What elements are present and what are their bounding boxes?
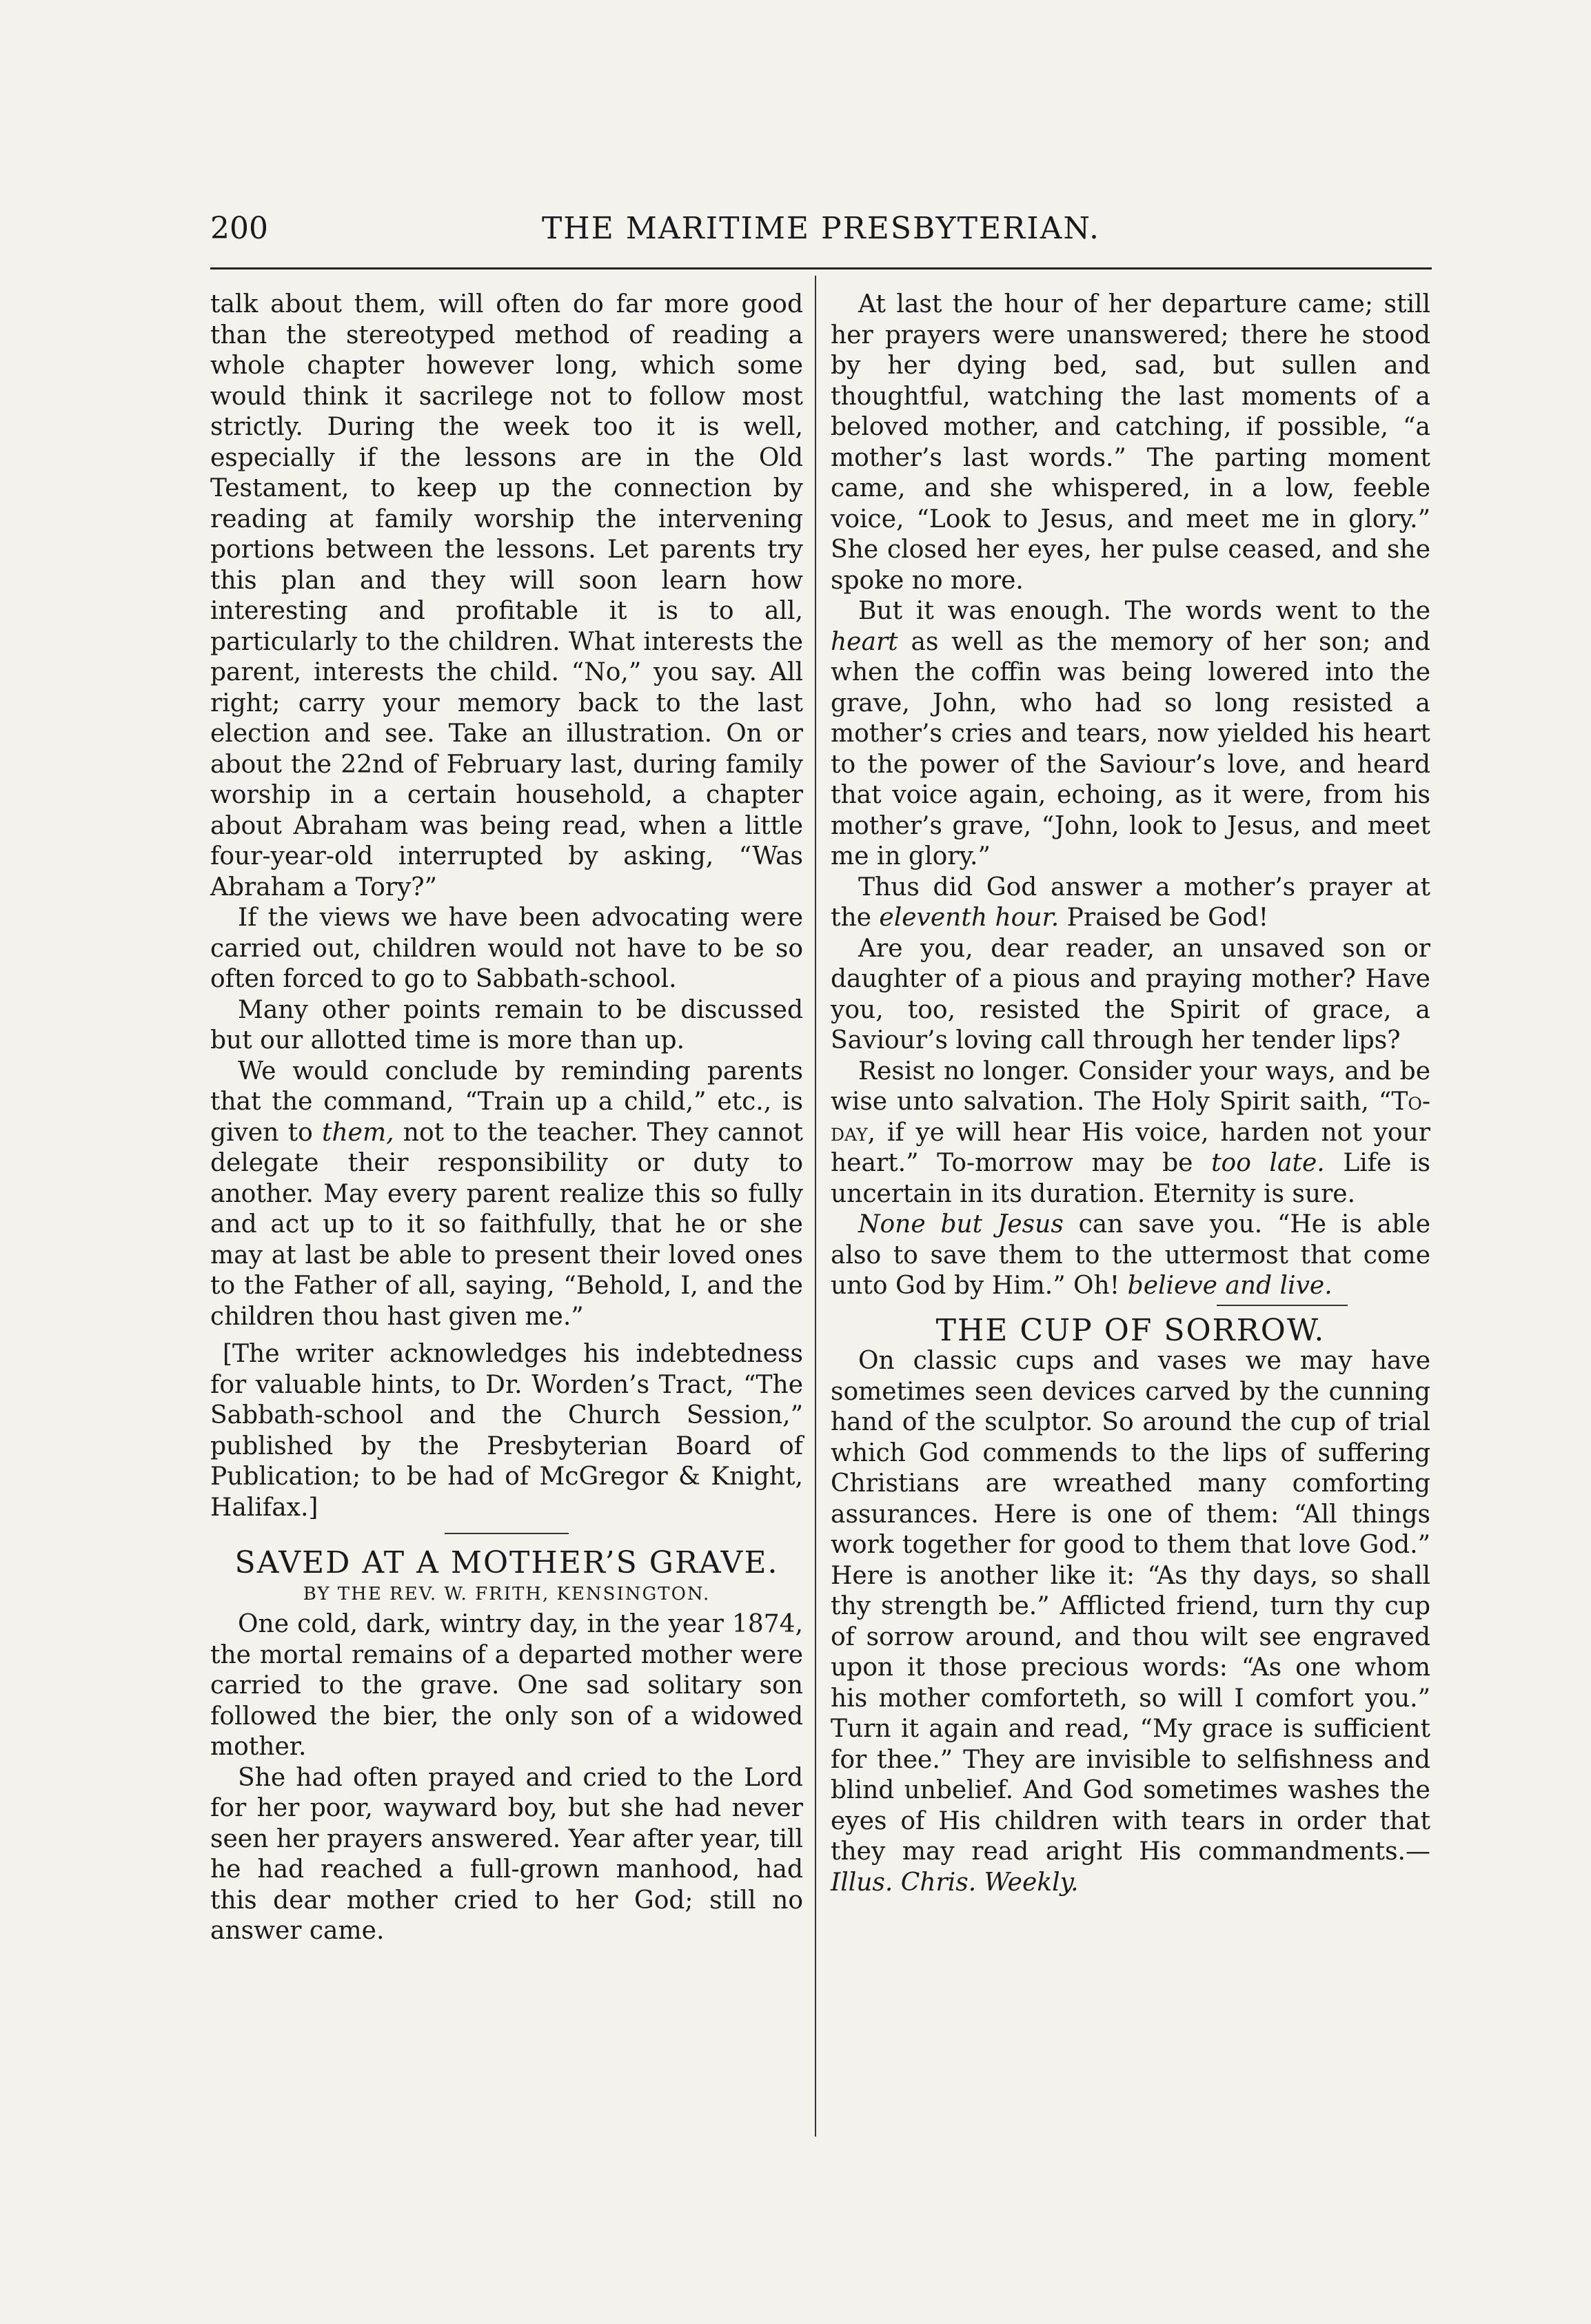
header-rule [210, 267, 1432, 269]
section-rule [445, 1533, 569, 1534]
text-run: But it was enough. The words went to the [858, 597, 1430, 625]
running-title: THE MARITIME PRESBYTERIAN. [541, 211, 1101, 246]
paragraph [831, 596, 1430, 873]
text-run: Praised be God! [1059, 904, 1269, 932]
text-run: , if ye will hear His voice, harden not your heart.” To-morrow may be [831, 1118, 1430, 1177]
emphasis: eleventh hour. [879, 904, 1060, 932]
emphasis: them, [322, 1118, 394, 1147]
emphasis: None but Jesus [858, 1210, 1064, 1239]
paragraph: If the views we have been advocating were carried out, children would not have to be so often forced to go to Sabbath-school. [210, 904, 803, 993]
emphasis: believe and live. [1127, 1272, 1332, 1300]
paragraph: She had often prayed and cried to the Lord for her poor, wayward boy, but she had never seen her prayers answered. Year after year, till he had reached a full-grown manhood, had this dear mother cried to her God; still no answer came. [210, 1763, 803, 1945]
paragraph [210, 1057, 803, 1333]
paragraph: Many other points remain to be discussed but our allotted time is more than up. [210, 995, 803, 1054]
paragraph [831, 1210, 1430, 1302]
text-run: as well as the memory of her son; and when the coffin was being lowered into the grave, John, who had so long resisted a mother’s cries and tears, now yielded his heart to the power of the Saviour’s love, and heard that voice again, echoing, as it were, from his mother’s grave, “John, look to Jesus, and meet me in glory.” [831, 627, 1430, 870]
byline: BY THE REV. W. FRITH, KENSINGTON. [303, 1583, 711, 1604]
small-caps: To-day [831, 1088, 1430, 1147]
paragraph: Are you, dear reader, an unsaved son or daughter of a pious and praying mother? Have you, too, resisted the Spirit of grace, a Saviour’s loving call through her tender lips? [831, 934, 1430, 1054]
text-run: can save you. “He is able also to save them to the uttermost that come unto God by Him.” Oh! [831, 1210, 1430, 1300]
section-rule [1217, 1305, 1348, 1306]
emphasis: heart [831, 627, 898, 656]
editor-note: [The writer acknowledges his indebtedness for valuable hints, to Dr. Worden’s Tract, “The Sabbath-school and the Church Session,” published by the Presbyterian Board of Publication; to be had of McGregor & Knight, Halifax.] [210, 1340, 803, 1522]
section-title: THE CUP OF SORROW. [935, 1312, 1326, 1348]
paragraph [831, 1057, 1430, 1210]
text-run: not to the teacher. They cannot delegate their responsibility or duty to another. May every parent realize this so fully and act up to it so faithfully, that he or she may at last be able to present their loved ones to the Father of all, saying, “Behold, I, and the children thou hast given me.” [210, 1118, 803, 1331]
text-run: Resist no longer. Consider your ways, and be wise unto salvation. The Holy Spirit saith, “ [831, 1057, 1430, 1116]
column-divider [815, 276, 816, 2137]
paragraph: One cold, dark, wintry day, in the year 1874, the mortal remains of a departed mother were carried to the grave. One sad solitary son followed the bier, the only son of a widowed mother. [210, 1610, 803, 1761]
text-run: Life is uncertain in its duration. Eternity is sure. [831, 1149, 1430, 1208]
text-run: Thus did God answer a mother’s prayer at the [831, 873, 1430, 932]
emphasis: Illus. Chris. Weekly. [831, 1868, 1079, 1897]
page-number: 200 [210, 211, 268, 246]
left-column [210, 289, 803, 1947]
section-title: SAVED AT A MOTHER’S GRAVE. [234, 1545, 779, 1580]
page-header [210, 204, 1432, 259]
text-run: On classic cups and vases we may have sometimes seen devices carved by the cunning hand of the sculptor. So around the cup of trial which God commends to the lips of suffering Christians are wreathed many comforting assurances. Here is one of them: “All things work together for good to them that love God.” Here is another like it: “As thy days, so shall thy strength be.” Afflicted friend, turn thy cup of sorrow around, and thou wilt see engraved upon it those precious words: “As one whom his mother comforteth, so will I comfort you.” Turn it again and read, “My grace is sufficient for thee.” They are invisible to selfishness and blind unbelief. And God sometimes washes the eyes of His children with tears in order that they may read aright His commandments.— [831, 1347, 1430, 1866]
emphasis: too late. [1211, 1149, 1325, 1177]
paragraph [831, 873, 1430, 934]
paragraph: talk about them, will often do far more good than the stereotyped method of reading a whole chapter however long, which some would think it sacrilege not to follow most strictly. During the week too it is well, especially if the lessons are in the Old Testament, to keep up the connection by reading at family worship the intervening portions between the lessons. Let parents try this plan and they will soon learn how interesting and profitable it is to all, particularly to the children. What interests the parent, interests the child. “No,” you say. All right; carry your memory back to the last election and see. Take an illustration. On or about the 22nd of February last, during family worship in a certain household, a chapter about Abraham was being read, when a little four-year-old interrupted by asking, “Was Abraham a Tory?” [210, 290, 803, 901]
text-run: We would conclude by reminding parents that the command, “Train up a child,” etc., is given to [210, 1057, 803, 1147]
right-column [831, 289, 1430, 1898]
paragraph: At last the hour of her departure came; still her prayers were unanswered; there he stood by her dying bed, sad, but sullen and thoughtful, watching the last moments of a beloved mother, and catching, if possible, “a mother’s last words.” The parting moment came, and she whispered, in a low, feeble voice, “Look to Jesus, and meet me in glory.” She closed her eyes, her pulse ceased, and she spoke no more. [831, 290, 1430, 595]
paragraph [831, 1346, 1430, 1898]
